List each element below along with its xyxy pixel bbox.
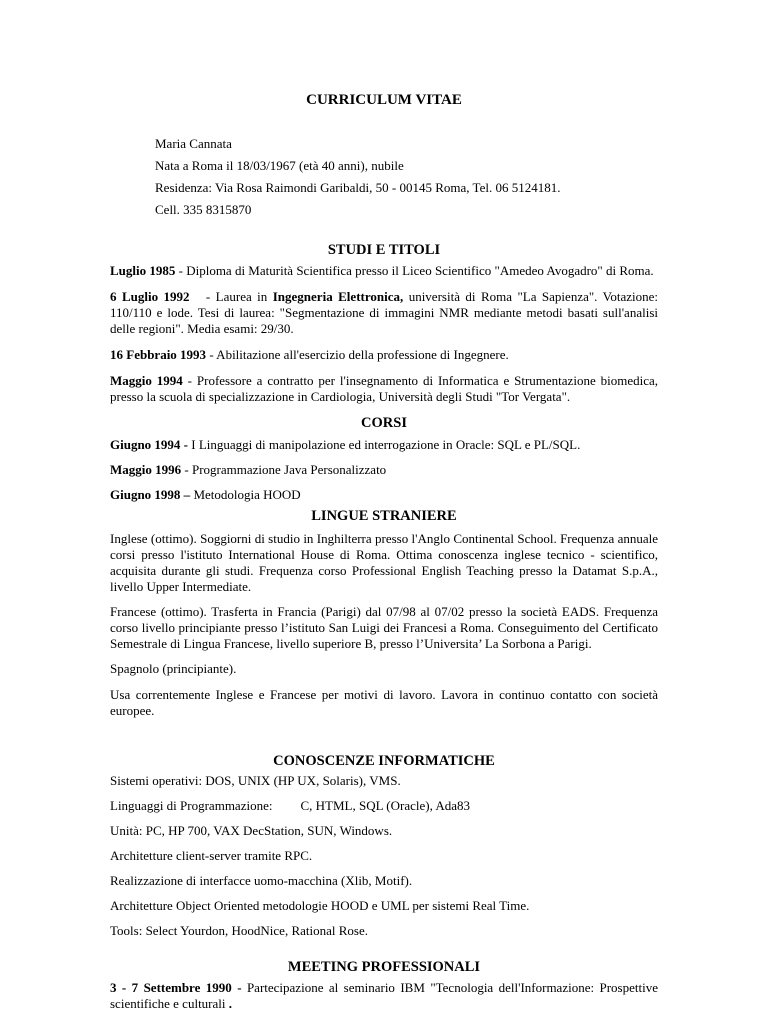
tools-line: Tools: Select Yourdon, HoodNice, Rational Rose. [110,923,368,938]
studi-item [110,373,658,405]
corsi-item [110,462,658,478]
item-text: università di Roma "La Sapienza". Votazione: 110/110 e lode. Tesi di laurea: "Segmentazione di immagini NMR mediante metodi basati sull'analisi delle regioni". Media esami: 29/30. [110,289,658,336]
section-heading-meeting: MEETING PROFESSIONALI [287,959,481,975]
item-text: I Linguaggi di manipolazione ed interrogazione in Oracle: SQL e PL/SQL. [188,437,581,452]
item-text: Partecipazione al seminario IBM "Tecnologia dell'Informazione: Prospettive scientifiche e culturali [110,980,658,1011]
languages-value: C, HTML, SQL (Oracle), Ada83 [300,798,471,813]
lingue-paragraph: Spagnolo (principiante). [110,661,237,676]
lingue-paragraph: Inglese (ottimo). Soggiorni di studio in Inghilterra presso l'Anglo Continental School. Frequenza annuale corsi presso l'istituto International House di Roma. Ottima conoscenza inglese tecnico - scientifico, acquisita durante gli studi. Frequenza corso Professional English Teaching presso la Datamat S.p.A., livello Upper Intermediate. [110,531,658,594]
item-end: . [228,996,233,1011]
person-name: Maria Cannata [155,136,232,151]
section-heading-studi: STUDI E TITOLI [327,242,441,258]
section-heading-corsi: CORSI [361,415,407,431]
interfaces-line: Realizzazione di interfacce uomo-macchina (Xlib, Motif). [110,873,413,888]
corsi-item [110,437,658,453]
studi-item [110,289,658,337]
item-date: Maggio 1994 [110,373,183,388]
section-heading-lingue: LINGUE STRANIERE [311,508,457,524]
item-date: Luglio 1985 [110,263,176,278]
lingue-paragraph: Usa correntemente Inglese e Francese per motivi di lavoro. Lavora in continuo contatto con società europee. [110,687,658,718]
item-text: - Professore a contratto per l'insegnamento di Informatica e Strumentazione biomedica, presso la scuola di specializzazione in Cardiologia, Università degli Studi "Tor Vergata". [110,373,658,404]
item-date: Giugno 1998 – [110,487,191,502]
item-text: - Laurea in [189,289,273,304]
mobile-info: Cell. 335 8315870 [155,202,252,217]
personal-info [155,136,655,224]
document-title: CURRICULUM VITAE [306,92,462,108]
item-date: Maggio 1996 [110,462,182,477]
item-text: - Programmazione Java Personalizzato [181,462,387,477]
os-line: Sistemi operativi: DOS, UNIX (HP UX, Solaris), VMS. [110,773,401,788]
studi-item [110,347,658,363]
item-date: 3 - 7 Settembre 1990 - [110,980,242,995]
lingue-paragraph: Francese (ottimo). Trasferta in Francia (Parigi) dal 07/98 al 07/02 presso la società EADS. Frequenza corso livello principiante presso l’istituto San Luigi dei Francesi a Roma. Conseguimento del Certificato Semestrale di Lingua Francese, livello superiore B, presso l’Universita’ La Sorbona a Parigi. [110,604,658,651]
units-line: Unità: PC, HP 700, VAX DecStation, SUN, Windows. [110,823,393,838]
languages-label: Linguaggi di Programmazione: [110,798,273,813]
oo-line: Architetture Object Oriented metodologie HOOD e UML per sistemi Real Time. [110,898,530,913]
residence-info: Residenza: Via Rosa Raimondi Garibaldi, 50 - 00145 Roma, Tel. 06 5124181. [155,180,561,195]
item-date: Giugno 1994 - [110,437,189,452]
item-date: 16 Febbraio 1993 [110,347,207,362]
birth-info: Nata a Roma il 18/03/1967 (età 40 anni), nubile [155,158,404,173]
item-text: Metodologia HOOD [190,487,301,502]
item-text: - Diploma di Maturità Scientifica presso il Liceo Scientifico "Amedeo Avogadro" di Roma. [175,263,654,278]
programming-languages-line [110,798,658,814]
meeting-item [110,980,658,1012]
corsi-item [110,487,658,503]
item-date: 6 Luglio 1992 [110,289,190,304]
section-heading-informatica: CONOSCENZE INFORMATICHE [273,753,495,769]
item-text: - Abilitazione all'esercizio della professione di Ingegnere. [206,347,509,362]
degree-name: Ingegneria Elettronica, [272,289,404,304]
architecture-line: Architetture client-server tramite RPC. [110,848,313,863]
studi-item [110,263,658,279]
